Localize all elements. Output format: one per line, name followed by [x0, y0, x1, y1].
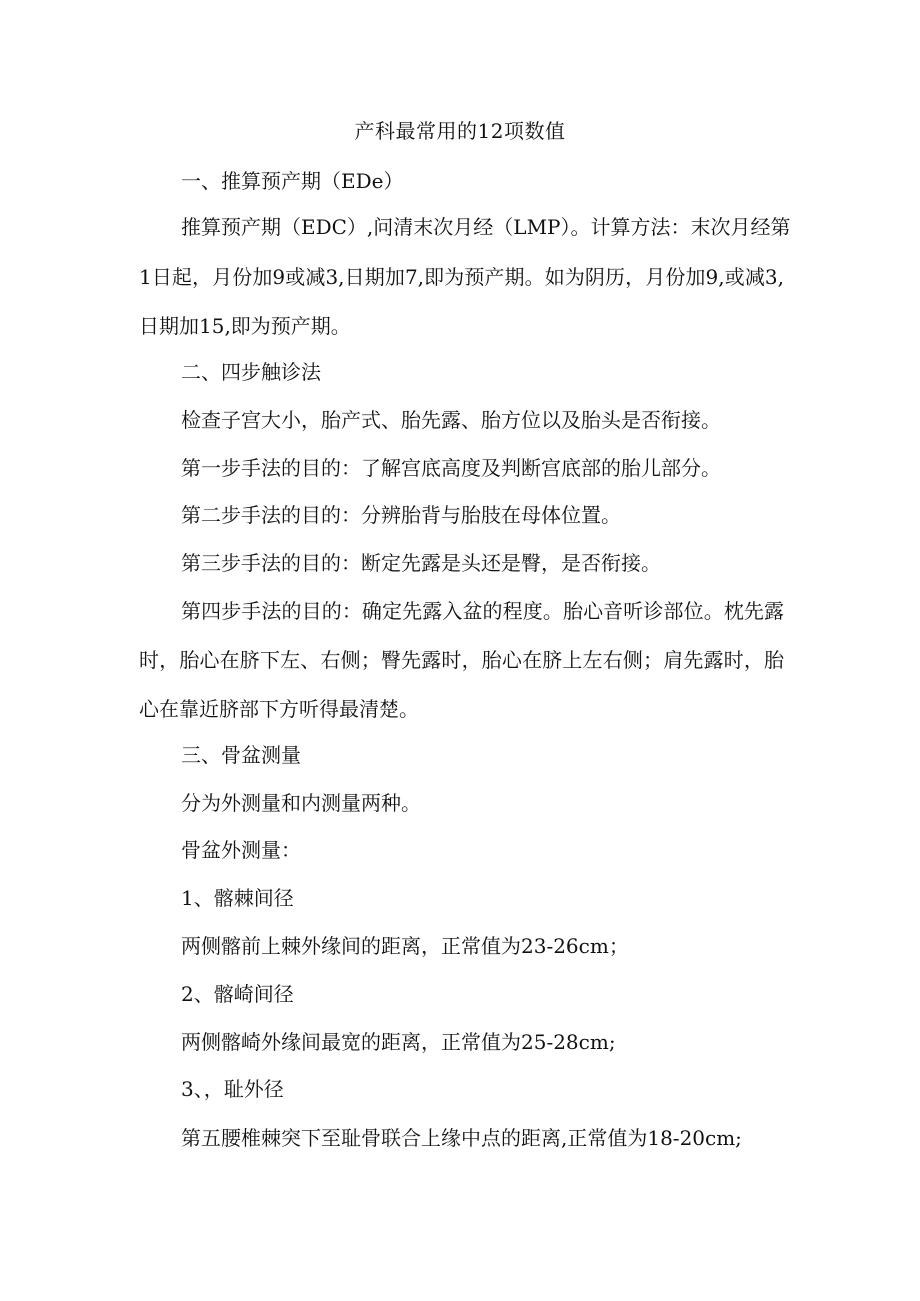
- section-heading-due-date: 一、推算预产期（EDe）: [181, 169, 404, 193]
- paragraph-line: 时，胎心在脐下左、右侧；臀先露时，胎心在脐上左右侧；肩先露时，胎: [139, 648, 784, 672]
- paragraph-line: 两侧髂崎外缘间最宽的距离，正常值为25-28cm;: [181, 1030, 616, 1054]
- paragraph-line: 第五腰椎棘突下至耻骨联合上缘中点的距离,正常值为18-20cm;: [181, 1126, 742, 1150]
- list-item-heading: 2、髂崎间径: [181, 982, 294, 1006]
- paragraph-line: 第三步手法的目的：断定先露是头还是臀，是否衔接。: [181, 551, 661, 575]
- paragraph-line: 分为外测量和内测量两种。: [181, 791, 421, 815]
- paragraph-line: 骨盆外测量：: [181, 838, 301, 862]
- paragraph-line: 两侧髂前上棘外缘间的距离，正常值为23-26cm；: [181, 934, 629, 958]
- list-item-heading: 3、，耻外径: [181, 1077, 284, 1101]
- paragraph-line: 第二步手法的目的：分辨胎背与胎肢在母体位置。: [181, 503, 621, 527]
- paragraph-line: 日期加15,即为预产期。: [139, 314, 351, 338]
- section-heading-pelvimetry: 三、骨盆测量: [181, 743, 301, 767]
- paragraph-line: 心在靠近脐部下方听得最清楚。: [139, 697, 419, 721]
- paragraph-line: 推算预产期（EDC）,问清末次月经（LMP）。计算方法：末次月经第: [181, 215, 791, 239]
- paragraph-line: 1日起，月份加9或减3,日期加7,即为预产期。如为阴历，月份加9,或减3,: [139, 265, 784, 289]
- list-item-heading: 1、髂棘间径: [181, 886, 294, 910]
- paragraph-line: 第一步手法的目的：了解宫底高度及判断宫底部的胎儿部分。: [181, 456, 721, 480]
- paragraph-line: 第四步手法的目的：确定先露入盆的程度。胎心音听诊部位。枕先露: [181, 599, 784, 623]
- document-title: 产科最常用的12项数值: [354, 119, 566, 143]
- paragraph-line: 检查子宫大小，胎产式、胎先露、胎方位以及胎头是否衔接。: [181, 408, 721, 432]
- section-heading-palpation: 二、四步触诊法: [181, 360, 321, 384]
